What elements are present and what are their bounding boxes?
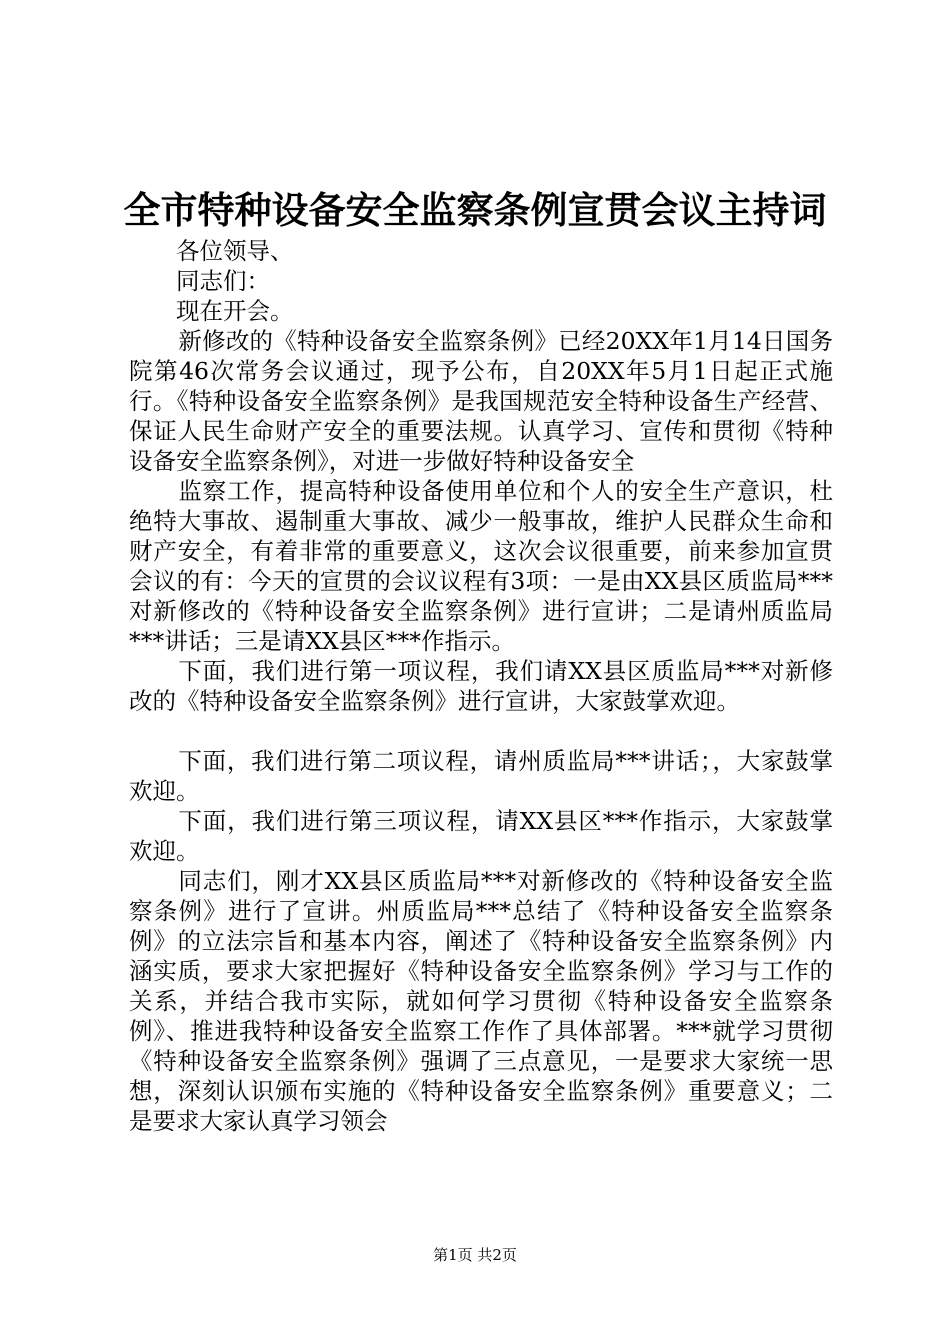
document-title: 全市特种设备安全监察条例宣贯会议主持词 xyxy=(123,188,827,232)
paragraph-summary: 同志们，刚才XX县区质监局***对新修改的《特种设备安全监察条例》进行了宣讲。州质监局***总结了《特种设备安全监察条例》的立法宗旨和基本内容，阐述了《特种设备安全监察条例》内涵实质，要求大家把握好《特种设备安全监察条例》学习与工作的关系，并结合我市实际，就如何学习贯彻《特种设备安全监察条例》、推进我特种设备安全监察工作作了具体部署。***就学习贯彻《特种设备安全监察条例》强调了三点意见，一是要求大家统一思想，深刻认识颁布实施的《特种设备安全监察条例》重要意义；二是要求大家认真学习领会 xyxy=(129,867,833,1135)
paragraph-agenda-item-1: 下面，我们进行第一项议程，我们请XX县区质监局***对新修改的《特种设备安全监察条例》进行宣讲，大家鼓掌欢迎。 xyxy=(129,657,833,715)
salutation-comrades: 同志们： xyxy=(176,267,270,295)
salutation-leaders: 各位领导、 xyxy=(176,237,294,265)
paragraph-agenda-item-3: 下面，我们进行第三项议程，请XX县区***作指示，大家鼓掌欢迎。 xyxy=(129,807,833,865)
document-body xyxy=(129,236,833,1136)
paragraph-regulation-intro: 新修改的《特种设备安全监察条例》已经20XX年1月14日国务院第46次常务会议通过，现予公布，自20XX年5月1日起正式施行。《特种设备安全监察条例》是我国规范安全特种设备生产经营、保证人民生命财产安全的重要法规。认真学习、宣传和贯彻《特种设备安全监察条例》，对进一步做好特种设备安全 xyxy=(129,327,833,475)
paragraph-meeting-agenda: 监察工作，提高特种设备使用单位和个人的安全生产意识，杜绝特大事故、遏制重大事故、减少一般事故，维护人民群众生命和财产安全，有着非常的重要意义，这次会议很重要，前来参加宣贯会议的有：今天的宣贯的会议议程有3项：一是由XX县区质监局***对新修改的《特种设备安全监察条例》进行宣讲；二是请州质监局***讲话；三是请XX县区***作指示。 xyxy=(129,477,833,655)
paragraph-agenda-item-2: 下面，我们进行第二项议程，请州质监局***讲话；，大家鼓掌欢迎。 xyxy=(129,747,833,805)
opening-line: 现在开会。 xyxy=(176,297,294,325)
page-footer: 第1页 共2页 xyxy=(433,1246,517,1264)
